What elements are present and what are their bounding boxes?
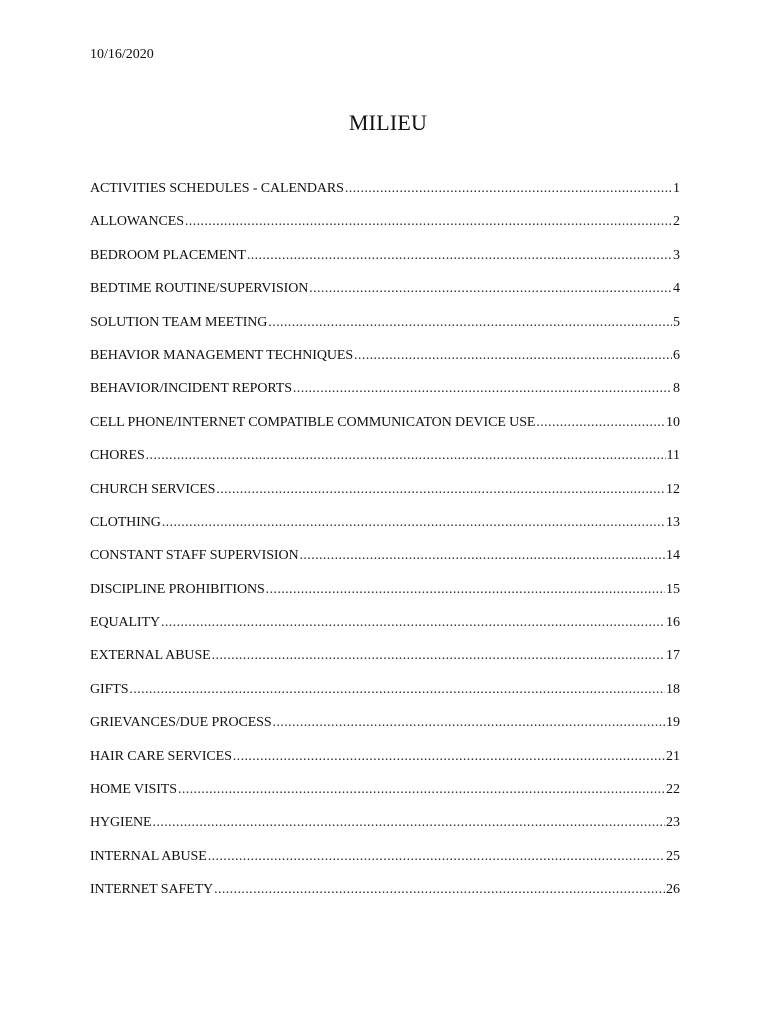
table-of-contents (90, 180, 680, 915)
toc-dot-leader (146, 447, 666, 465)
toc-entry-page-number: 14 (666, 548, 680, 564)
toc-entry[interactable] (90, 681, 680, 714)
toc-dot-leader (536, 414, 665, 432)
toc-entry-page-number: 15 (666, 581, 680, 597)
toc-entry-label: HYGIENE (90, 815, 152, 831)
toc-entry-page-number: 12 (666, 481, 680, 497)
toc-entry[interactable] (90, 881, 680, 914)
toc-dot-leader (247, 247, 672, 265)
toc-entry-label: HAIR CARE SERVICES (90, 748, 232, 764)
toc-entry-page-number: 3 (673, 247, 680, 263)
toc-entry[interactable] (90, 647, 680, 680)
toc-entry-label: DISCIPLINE PROHIBITIONS (90, 581, 265, 597)
toc-dot-leader (185, 213, 672, 231)
toc-dot-leader (233, 748, 665, 766)
toc-entry-page-number: 16 (666, 615, 680, 631)
toc-entry-label: CHORES (90, 448, 145, 464)
toc-entry-page-number: 5 (673, 314, 680, 330)
toc-entry[interactable] (90, 180, 680, 213)
toc-entry-label: CLOTHING (90, 514, 161, 530)
document-date: 10/16/2020 (90, 47, 154, 62)
toc-entry-label: EXTERNAL ABUSE (90, 648, 211, 664)
toc-entry-page-number: 2 (673, 214, 680, 230)
toc-entry-page-number: 18 (666, 681, 680, 697)
toc-entry-label: BEHAVIOR/INCIDENT REPORTS (90, 381, 292, 397)
toc-entry-label: SOLUTION TEAM MEETING (90, 314, 268, 330)
toc-entry-label: GRIEVANCES/DUE PROCESS (90, 715, 272, 731)
toc-entry[interactable] (90, 414, 680, 447)
toc-entry-label: ALLOWANCES (90, 214, 184, 230)
toc-entry[interactable] (90, 447, 680, 480)
toc-entry-label: CELL PHONE/INTERNET COMPATIBLE COMMUNICATON DEVICE USE (90, 414, 536, 430)
toc-dot-leader (129, 681, 665, 699)
toc-entry-page-number: 8 (673, 381, 680, 397)
toc-dot-leader (345, 180, 672, 198)
toc-dot-leader (293, 380, 672, 398)
toc-entry-page-number: 13 (666, 514, 680, 530)
toc-entry-label: BEHAVIOR MANAGEMENT TECHNIQUES (90, 347, 354, 363)
toc-entry[interactable] (90, 247, 680, 280)
toc-dot-leader (268, 314, 672, 332)
toc-entry-page-number: 17 (666, 648, 680, 664)
toc-entry[interactable] (90, 481, 680, 514)
toc-dot-leader (162, 514, 665, 532)
toc-entry[interactable] (90, 781, 680, 814)
toc-entry[interactable] (90, 848, 680, 881)
toc-entry-page-number: 23 (666, 815, 680, 831)
toc-entry[interactable] (90, 213, 680, 246)
toc-entry-label: HOME VISITS (90, 782, 177, 798)
toc-entry-label: ACTIVITIES SCHEDULES - CALENDARS (90, 181, 344, 196)
toc-entry[interactable] (90, 748, 680, 781)
toc-dot-leader (216, 481, 665, 499)
toc-entry-label: BEDTIME ROUTINE/SUPERVISION (90, 281, 309, 297)
toc-entry[interactable] (90, 380, 680, 413)
toc-entry[interactable] (90, 714, 680, 747)
toc-entry[interactable] (90, 547, 680, 580)
toc-entry-page-number: 19 (666, 715, 680, 731)
toc-dot-leader (178, 781, 665, 799)
toc-dot-leader (300, 547, 666, 565)
toc-entry-page-number: 10 (666, 414, 680, 430)
toc-entry-page-number: 26 (666, 882, 680, 898)
toc-entry-page-number: 22 (666, 782, 680, 798)
toc-entry-page-number: 6 (673, 347, 680, 363)
toc-dot-leader (214, 881, 665, 899)
toc-dot-leader (153, 814, 665, 832)
toc-dot-leader (208, 848, 665, 866)
toc-entry-label: CHURCH SERVICES (90, 481, 216, 497)
toc-entry[interactable] (90, 514, 680, 547)
toc-entry-label: GIFTS (90, 681, 129, 697)
toc-entry-page-number: 11 (666, 448, 680, 464)
toc-entry[interactable] (90, 614, 680, 647)
toc-entry-label: EQUALITY (90, 615, 160, 631)
toc-entry-label: INTERNET SAFETY (90, 882, 214, 898)
toc-entry[interactable] (90, 280, 680, 313)
toc-entry[interactable] (90, 314, 680, 347)
toc-entry-label: BEDROOM PLACEMENT (90, 247, 246, 263)
toc-entry-page-number: 4 (673, 281, 680, 297)
toc-entry[interactable] (90, 814, 680, 847)
toc-dot-leader (161, 614, 665, 632)
toc-entry[interactable] (90, 347, 680, 380)
toc-dot-leader (212, 647, 665, 665)
toc-entry-label: INTERNAL ABUSE (90, 848, 207, 864)
toc-dot-leader (266, 581, 665, 599)
toc-dot-leader (273, 714, 665, 732)
toc-dot-leader (309, 280, 672, 298)
page-title: MILIEU (348, 110, 428, 135)
toc-entry-page-number: 21 (666, 748, 680, 764)
toc-entry-page-number: 25 (666, 848, 680, 864)
toc-dot-leader (354, 347, 672, 365)
toc-entry-page-number: 1 (673, 181, 680, 196)
toc-entry[interactable] (90, 581, 680, 614)
toc-entry-label: CONSTANT STAFF SUPERVISION (90, 548, 299, 564)
